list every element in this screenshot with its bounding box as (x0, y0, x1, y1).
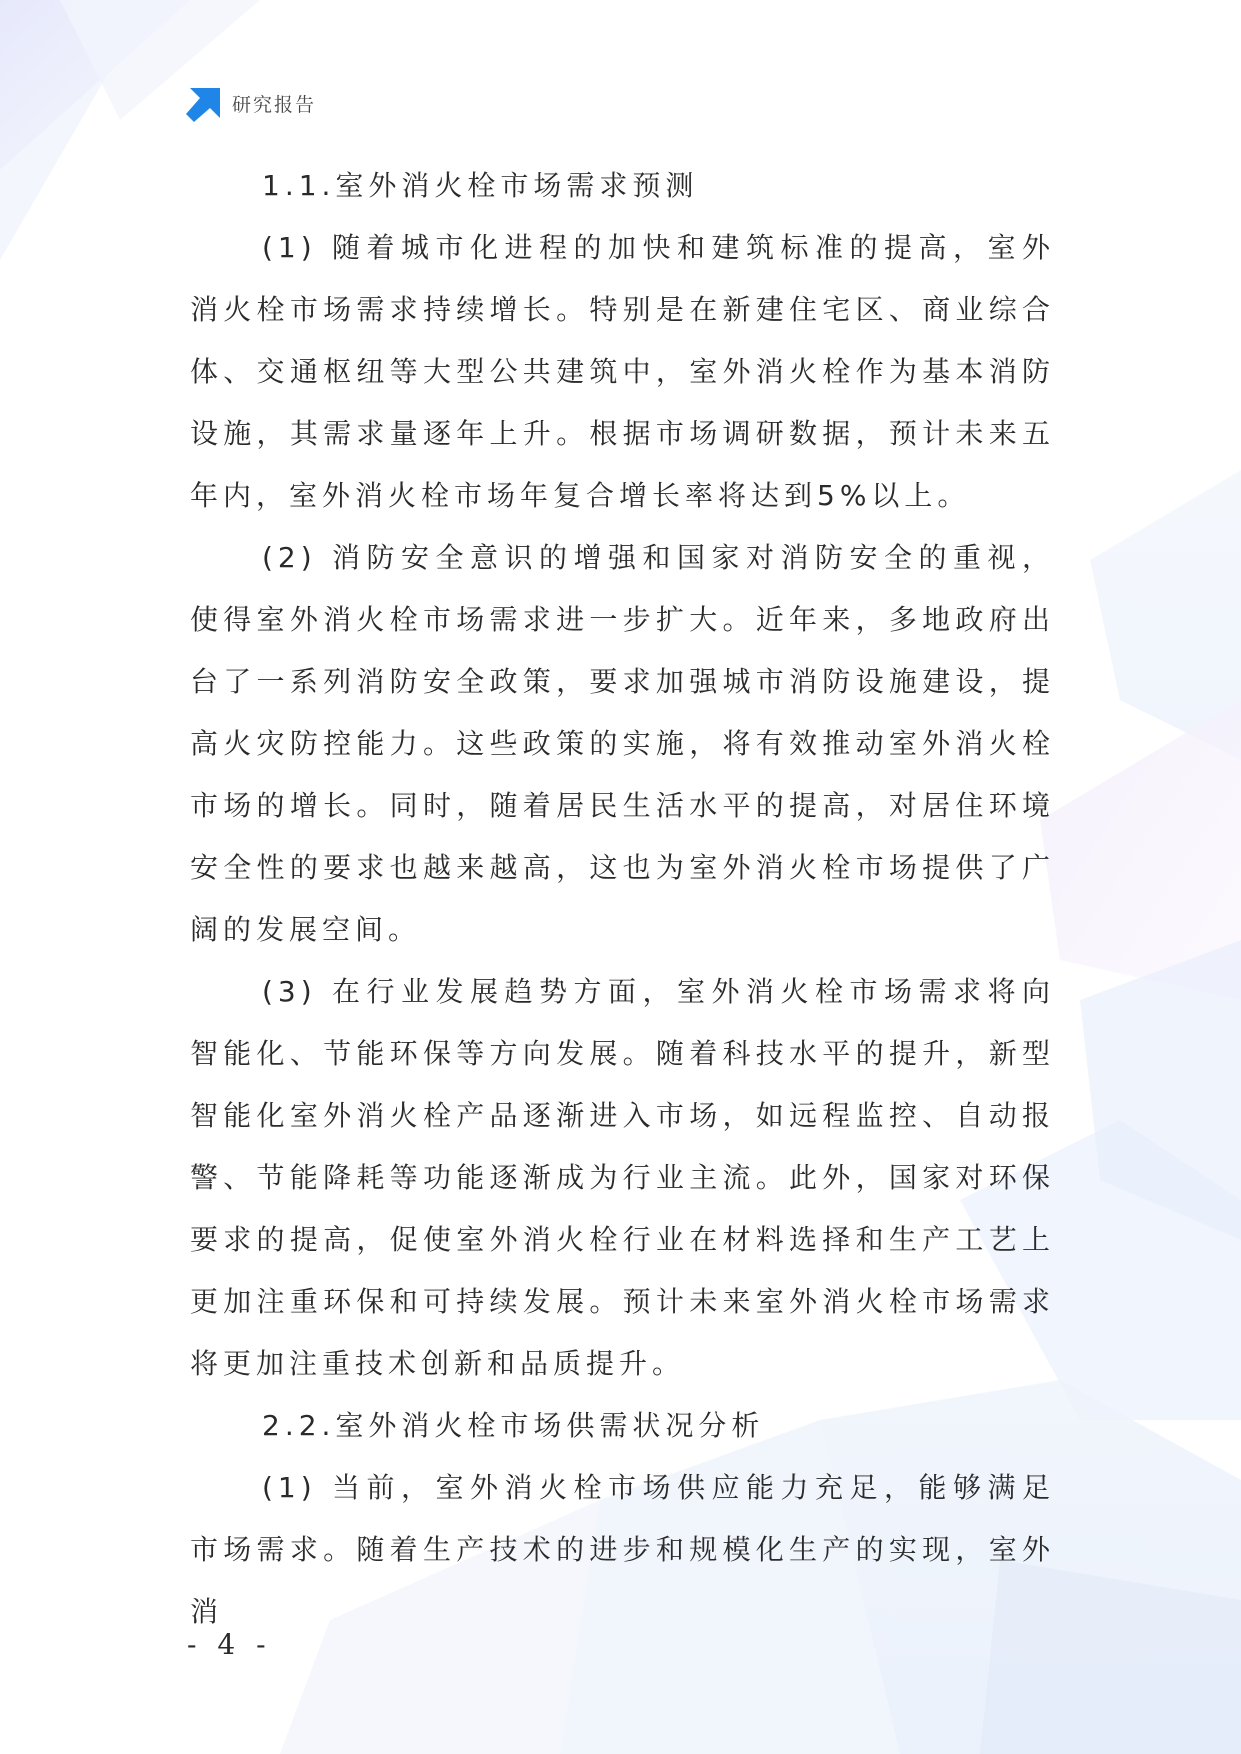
header-title: 研究报告 (232, 94, 317, 116)
section-heading: 2.2.室外消火栓市场供需状况分析 (262, 1409, 765, 1442)
paragraph: (1) 随着城市化进程的加快和建筑标准的提高，室外消火栓市场需求持续增长。特别是在新建住宅区、商业综合体、交通枢纽等大型公共建筑中，室外消火栓作为基本消防设施，其需求量逐年上升。根据市场调研数据，预计未来五年内，室外消火栓市场年复合增长率将达到5%以上。 (190, 231, 1055, 512)
arrow-up-right-icon (186, 88, 220, 122)
paragraph: (2) 消防安全意识的增强和国家对消防安全的重视，使得室外消火栓市场需求进一步扩大。近年来，多地政府出台了一系列消防安全政策，要求加强城市消防设施建设，提高火灾防控能力。这些政策的实施，将有效推动室外消火栓市场的增长。同时，随着居民生活水平的提高，对居住环境安全性的要求也越来越高，这也为室外消火栓市场提供了广阔的发展空间。 (190, 541, 1055, 946)
section-heading: 1.1.室外消火栓市场需求预测 (262, 169, 699, 202)
document-body (190, 155, 1055, 1643)
page-number: - 4 - (187, 1628, 272, 1661)
paragraph: (1) 当前，室外消火栓市场供应能力充足，能够满足市场需求。随着生产技术的进步和规模化生产的实现，室外消 (190, 1471, 1055, 1628)
paragraph: (3) 在行业发展趋势方面，室外消火栓市场需求将向智能化、节能环保等方向发展。随着科技水平的提升，新型智能化室外消火栓产品逐渐进入市场，如远程监控、自动报警、节能降耗等功能逐渐成为行业主流。此外，国家对环保要求的提高，促使室外消火栓行业在材料选择和生产工艺上更加注重环保和可持续发展。预计未来室外消火栓市场需求将更加注重技术创新和品质提升。 (190, 975, 1055, 1380)
